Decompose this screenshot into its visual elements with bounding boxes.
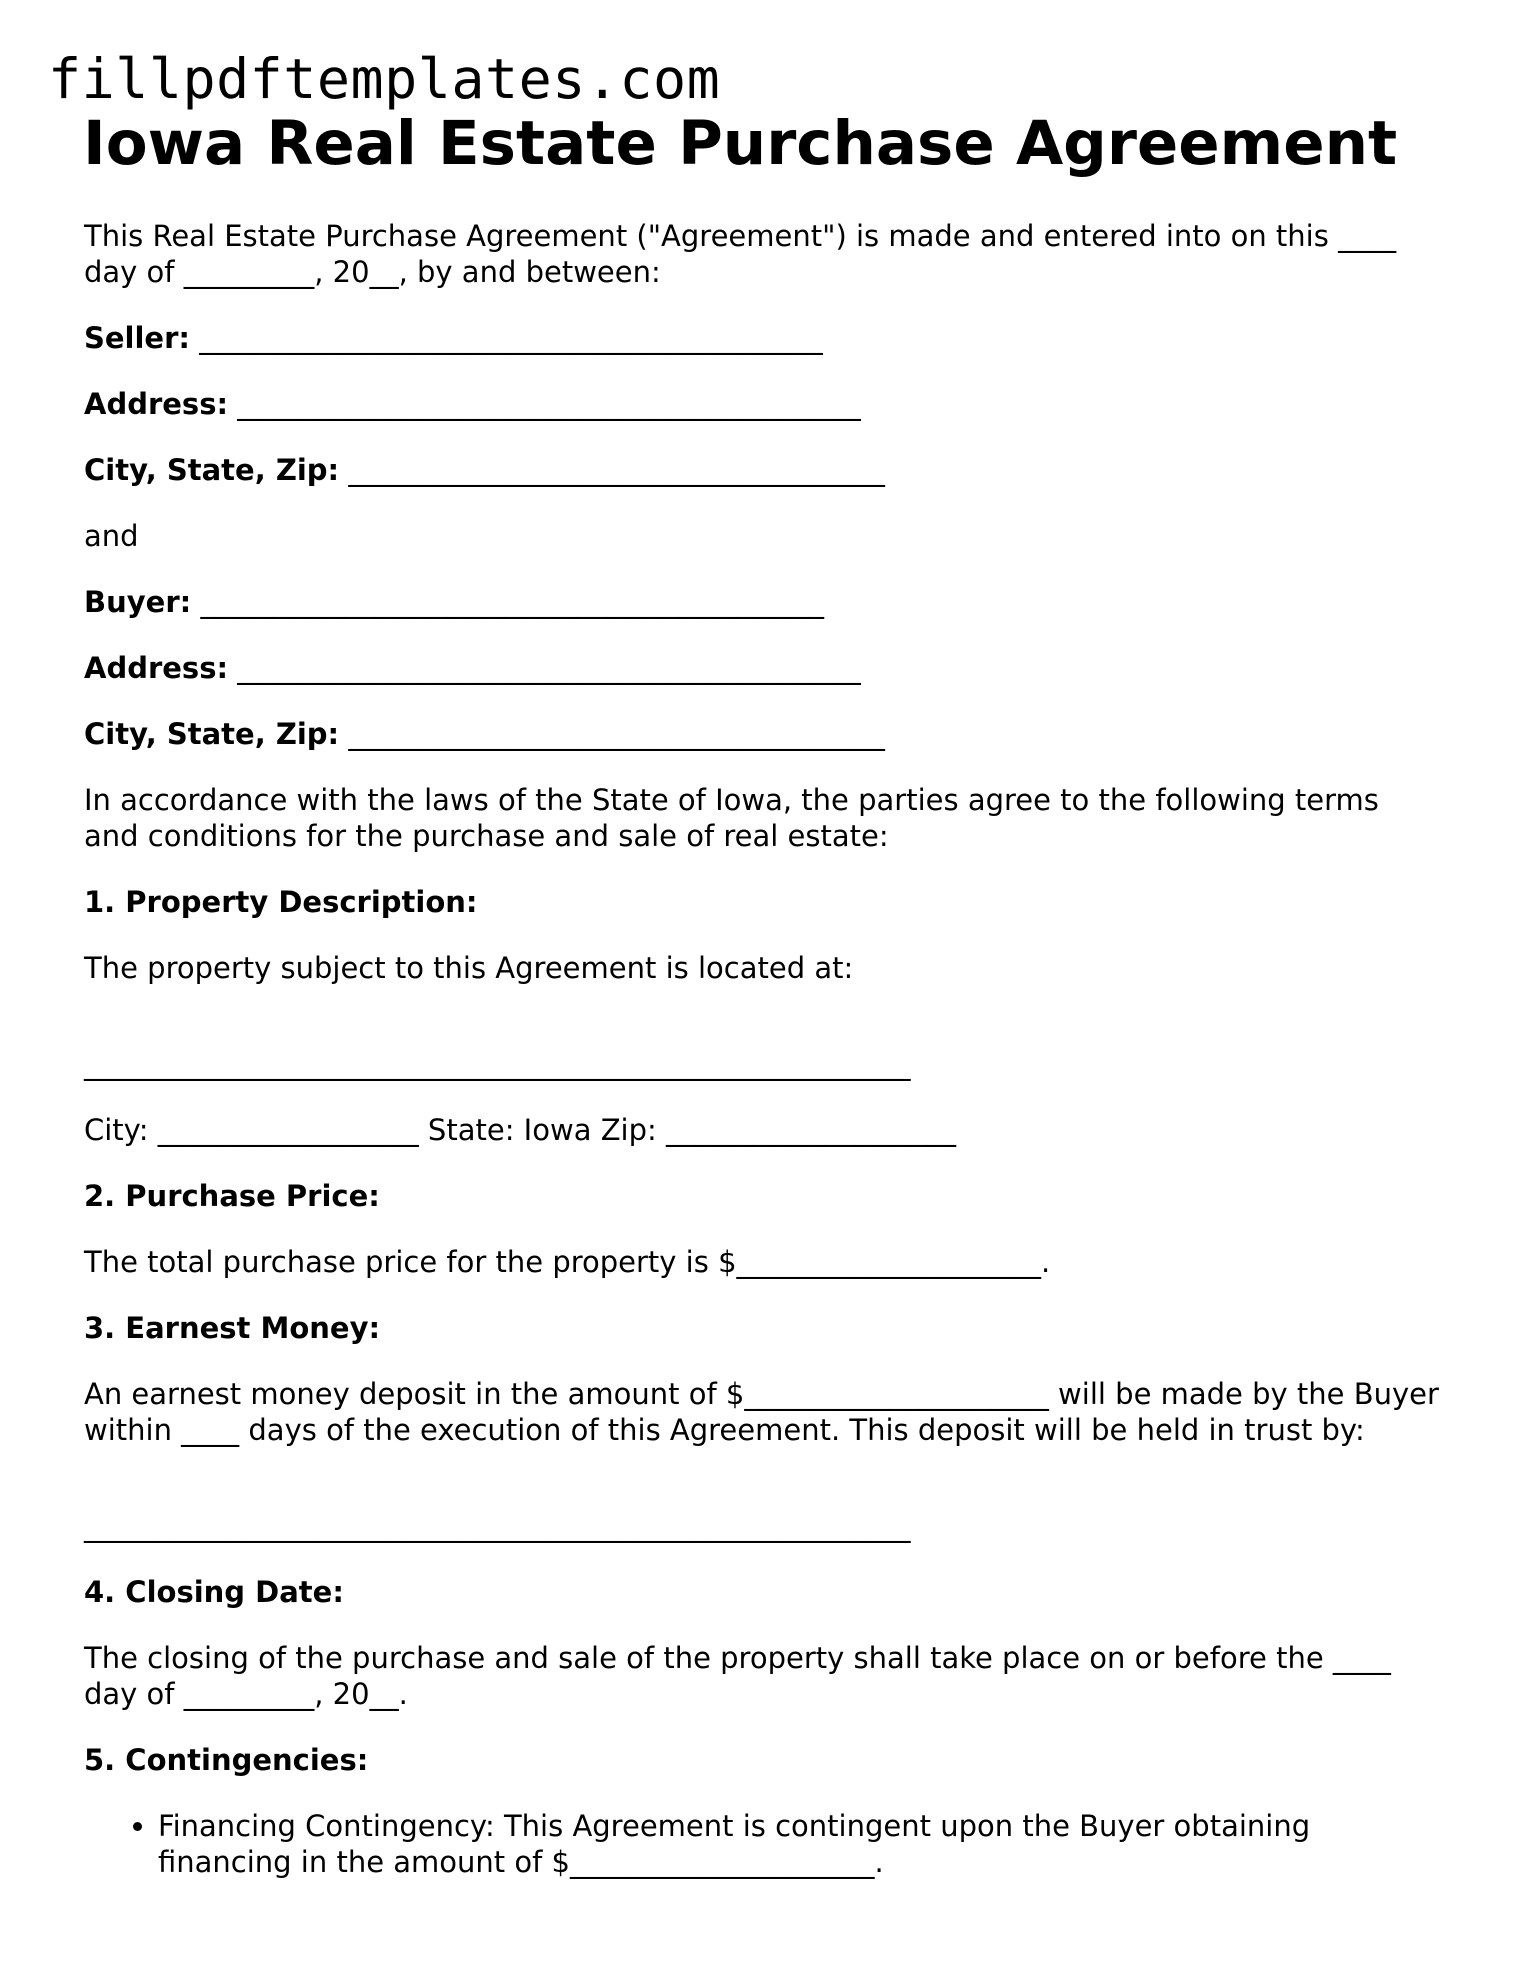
- buyer-city-label: City, State, Zip:: [84, 717, 340, 751]
- property-address-blank: _________________________________________________________: [84, 1047, 911, 1081]
- section-heading-earnest: 3. Earnest Money:: [84, 1311, 381, 1345]
- buyer-city-field: [84, 716, 1444, 752]
- contingencies-list: [84, 1808, 1444, 1880]
- intro-paragraph: This Real Estate Purchase Agreement ("Agreement") is made and entered into on this ____ day of _________, 20__, by and between:: [84, 219, 1397, 289]
- seller-address-field: [84, 386, 1444, 422]
- seller-city-label: City, State, Zip:: [84, 453, 340, 487]
- earnest-text: An earnest money deposit in the amount of $_____________________ will be made by the Buyer within ____ days of the execution of this Agreement. This deposit will be held in trust by:: [84, 1377, 1439, 1447]
- seller-address-blank: ___________________________________________: [228, 387, 861, 421]
- buyer-address-field: [84, 650, 1444, 686]
- buyer-name-blank: ___________________________________________: [191, 585, 824, 619]
- document-body: [84, 218, 1444, 1880]
- list-item: • Financing Contingency: This Agreement is contingent upon the Buyer obtaining financing in the amount of $_____________________.: [158, 1808, 1440, 1880]
- price-text: The total purchase price for the property is $_____________________.: [84, 1245, 1051, 1279]
- and-text: and: [84, 519, 139, 553]
- section-heading-closing: 4. Closing Date:: [84, 1575, 344, 1609]
- buyer-address-label: Address:: [84, 651, 229, 685]
- section-heading-price: 2. Purchase Price:: [84, 1179, 380, 1213]
- seller-address-label: Address:: [84, 387, 229, 421]
- accordance-paragraph: In accordance with the laws of the State of Iowa, the parties agree to the following terms and conditions for the purchase and sale of real estate:: [84, 783, 1379, 853]
- earnest-trustee-blank: _________________________________________________________: [84, 1509, 911, 1543]
- seller-city-field: [84, 452, 1444, 488]
- seller-name-blank: ___________________________________________: [190, 321, 823, 355]
- seller-city-blank: _____________________________________: [339, 453, 885, 487]
- buyer-name-label: Buyer:: [84, 585, 192, 619]
- seller-name-field: [84, 320, 1444, 356]
- section-heading-property: 1. Property Description:: [84, 885, 478, 919]
- page-title: Iowa Real Estate Purchase Agreement: [83, 108, 1398, 179]
- property-city-state-zip: City: __________________ State: Iowa Zip: ____________________: [84, 1113, 957, 1147]
- buyer-address-blank: ___________________________________________: [228, 651, 861, 685]
- buyer-city-blank: _____________________________________: [339, 717, 885, 751]
- watermark-logo: fillpdftemplates.com: [48, 47, 721, 111]
- section-heading-contingencies: 5. Contingencies:: [84, 1743, 369, 1777]
- buyer-name-field: [84, 584, 1444, 620]
- seller-name-label: Seller:: [84, 321, 191, 355]
- closing-text: The closing of the purchase and sale of the property shall take place on or before the ____ day of _________, 20__.: [84, 1641, 1391, 1711]
- property-text: The property subject to this Agreement is located at:: [84, 951, 854, 985]
